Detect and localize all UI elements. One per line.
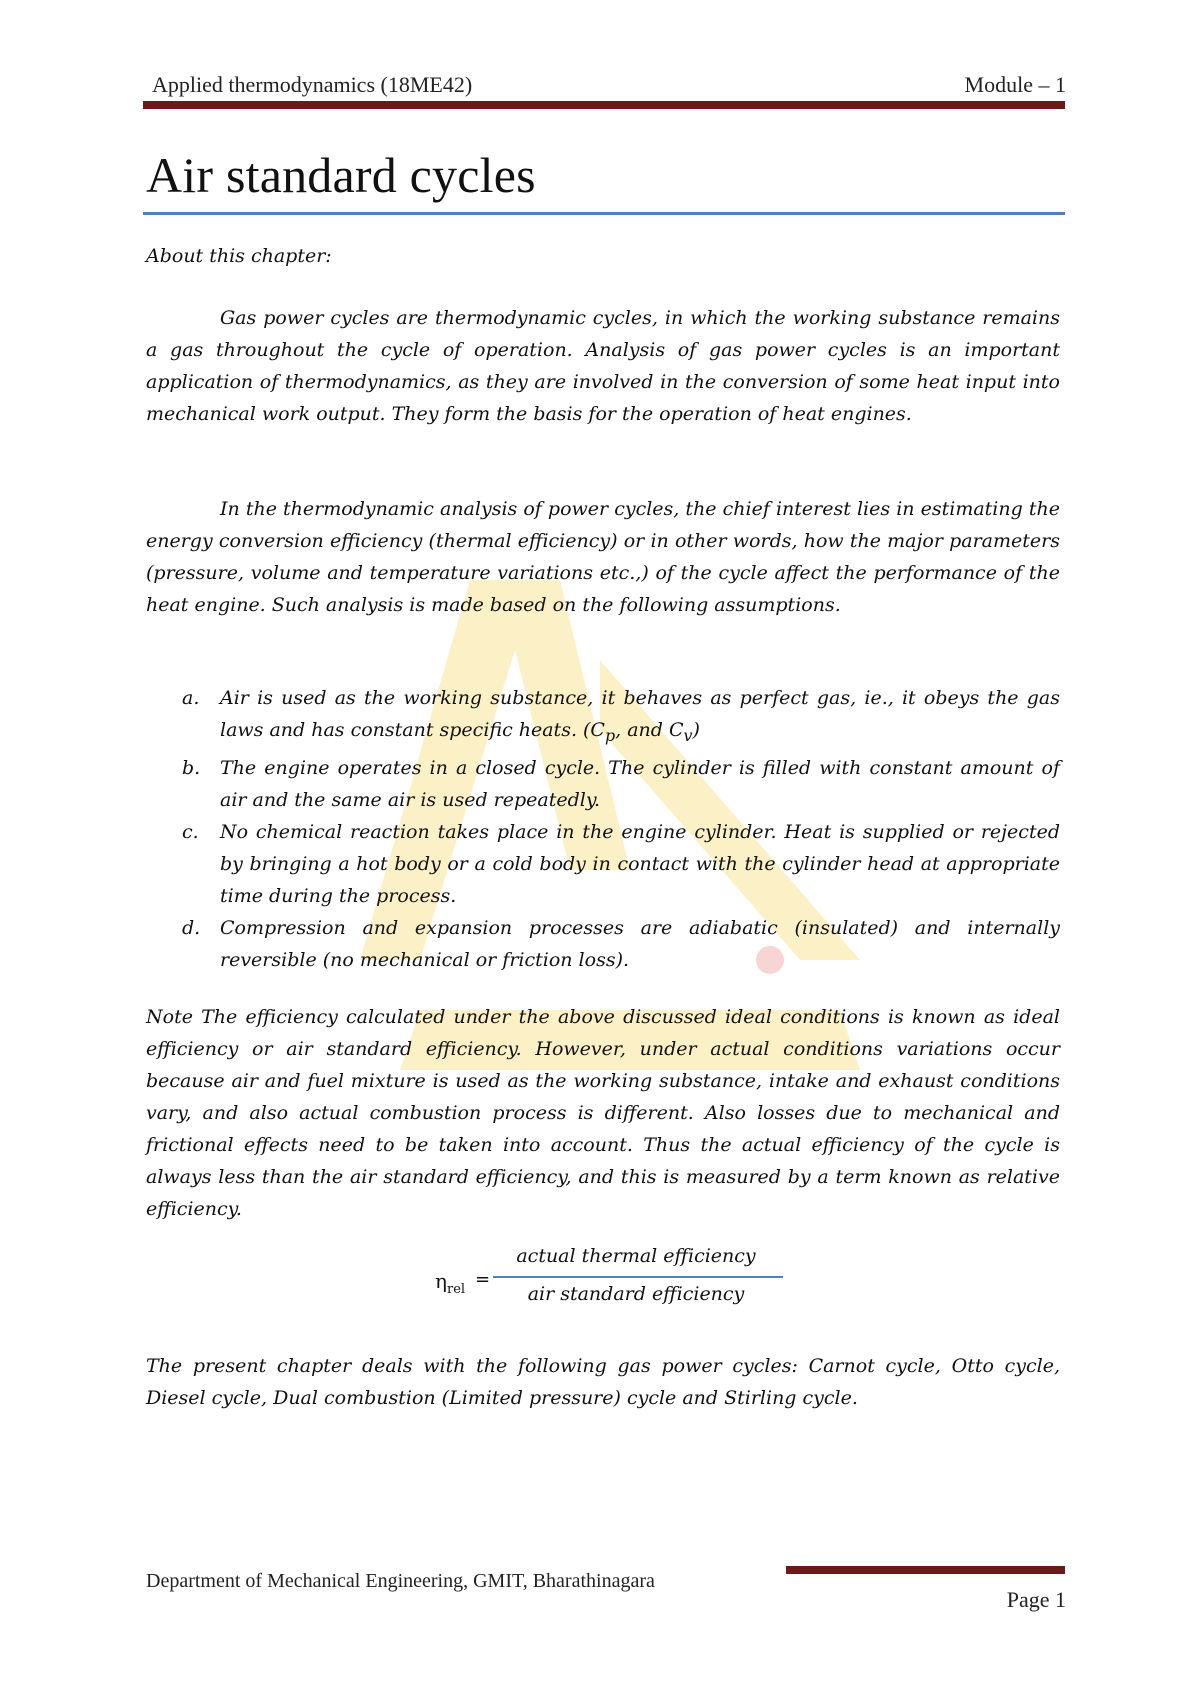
list-item <box>146 912 1060 976</box>
footer-rule <box>786 1566 1065 1574</box>
intro-paragraph-1: Gas power cycles are thermodynamic cycles, in which the working substance remains a gas throughout the cycle of operation. Analysis of gas power cycles is an important application of thermodynamics, as they are involved in the conversion of some heat input into mechanical work output. They form the basis for the operation of heat engines. <box>146 307 1060 425</box>
list-item <box>146 682 1060 752</box>
eta-symbol: $\eta_{rel}$ <box>435 1269 466 1297</box>
formula-denominator: air standard efficiency <box>527 1283 745 1305</box>
assumptions-list <box>146 682 1060 976</box>
subscript-p: p <box>604 725 616 745</box>
about-label: About this chapter: <box>146 245 332 267</box>
list-item-text: The engine operates in a closed cycle. The cylinder is filled with constant amount of air and the same air is used repeatedly. <box>220 756 1060 811</box>
list-item <box>146 816 1060 912</box>
list-item <box>146 752 1060 816</box>
title-rule <box>143 212 1065 215</box>
list-item-text-end: ) <box>692 719 700 741</box>
header-rule <box>143 101 1065 109</box>
list-item-text-mid: , and C <box>615 719 684 741</box>
fraction-line <box>493 1276 783 1278</box>
list-item-text: Air is used as the working substance, it behaves as perfect gas, ie., it obeys the gas laws and has constant specific heats. (C <box>220 687 1060 741</box>
relative-efficiency-formula <box>435 1245 795 1315</box>
page-title: Air standard cycles <box>146 147 536 203</box>
subscript-v: v <box>683 725 693 745</box>
list-marker: d. <box>182 916 201 939</box>
note-paragraph: Note The efficiency calculated under the above discussed ideal conditions is known as ideal efficiency or air standard efficiency. However, under actual conditions variations occur because air and fuel mixture is used as the working substance, intake and exhaust conditions vary, and also actual combustion process is different. Also losses due to mechanical and frictional effects need to be taken into account. Thus the actual efficiency of the cycle is always less than the air standard efficiency, and this is measured by a term known as relative efficiency. <box>146 1006 1060 1220</box>
closing-paragraph: The present chapter deals with the following gas power cycles: Carnot cycle, Otto cycle, Diesel cycle, Dual combustion (Limited pressure) cycle and Stirling cycle. <box>146 1355 1060 1409</box>
list-item-text: No chemical reaction takes place in the engine cylinder. Heat is supplied or rejected by bringing a hot body or a cold body in contact with the cylinder head at appropriate time during the process. <box>220 820 1060 907</box>
formula-numerator: actual thermal efficiency <box>516 1245 756 1267</box>
equals-sign: = <box>475 1269 491 1290</box>
intro-paragraph-2: In the thermodynamic analysis of power cycles, the chief interest lies in estimating the energy conversion efficiency (thermal efficiency) or in other words, how the major parameters (pressure, volume and temperature variations etc.,) of the cycle affect the performance of the heat engine. Such analysis is made based on the following assumptions. <box>146 498 1060 616</box>
list-marker: a. <box>182 687 200 709</box>
eta-subscript: rel <box>446 1282 466 1297</box>
header-course-title: Applied thermodynamics (18ME42) <box>152 72 473 97</box>
page-number: Page 1 <box>1006 1587 1066 1612</box>
list-item-text: Compression and expansion processes are adiabatic (insulated) and internally reversible (no mechanical or friction loss). <box>220 916 1060 971</box>
header-module: Module – 1 <box>964 72 1066 97</box>
footer-department: Department of Mechanical Engineering, GMIT, Bharathinagara <box>146 1570 655 1592</box>
list-marker: c. <box>182 820 199 843</box>
list-marker: b. <box>182 756 201 779</box>
